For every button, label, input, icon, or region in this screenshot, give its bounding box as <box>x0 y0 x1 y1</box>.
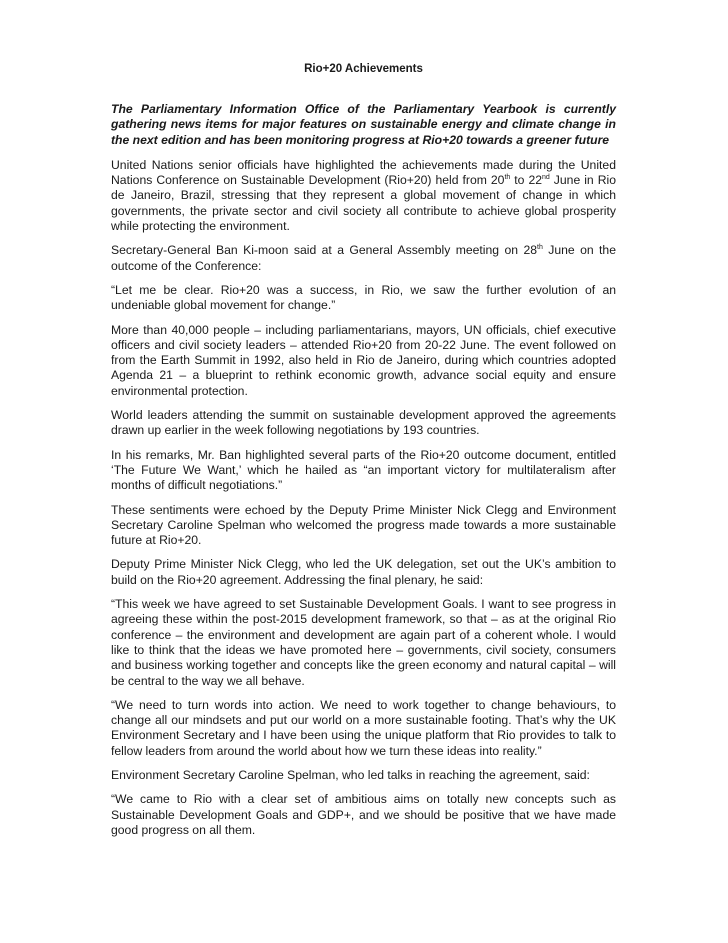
paragraph-1-sup-1: th <box>504 174 511 182</box>
lead-paragraph: The Parliamentary Information Office of the Parliamentary Yearbook is currently gathering news items for major features on sustainable energy and climate change in the next edition and has been monitoring progress at Rio+20 towards a greener future <box>111 102 616 147</box>
paragraph-3-quote: “Let me be clear. Rio+20 was a success, in Rio, we saw the further evolution of an undeniable global movement for change.” <box>111 282 616 313</box>
paragraph-8: Deputy Prime Minister Nick Clegg, who led the UK delegation, set out the UK’s ambition to build on the Rio+20 agreement. Addressing the final plenary, he said: <box>111 557 616 587</box>
paragraph-1-text-c: June in Rio de Janeiro, Brazil, stressing that they represent a global movement of change in which governments, the private sector and civil society all contribute to achieve global prosperity while protecting the environment. <box>111 173 616 234</box>
paragraph-11: Environment Secretary Caroline Spelman, who led talks in reaching the agreement, said: <box>111 767 590 782</box>
document-title: Rio+20 Achievements <box>304 63 423 75</box>
paragraph-1-text-b: to 22 <box>510 173 542 188</box>
paragraph-2-text-a: Secretary-General Ban Ki-moon said at a General Assembly meeting on 28 <box>111 243 537 258</box>
paragraph-6: In his remarks, Mr. Ban highlighted several parts of the Rio+20 outcome document, entitled ‘The Future We Want,’ which he hailed as “an important victory for multilateralism after months of difficult negotiations.” <box>111 447 616 493</box>
paragraph-10-quote: “We need to turn words into action. We need to work together to change behaviours, to change all our mindsets and put our world on a more sustainable footing. That’s why the UK Environment Secretary and I have been using the unique platform that Rio provides to talk to fellow leaders from around the world about how we turn these ideas into reality.” <box>111 697 616 758</box>
paragraph-5: World leaders attending the summit on sustainable development approved the agreements drawn up earlier in the week following negotiations by 193 countries. <box>111 408 616 438</box>
document-page <box>111 62 616 847</box>
paragraph-1-text-a: United Nations senior officials have highlighted the achievements made during the United Nations Conference on Sustainable Development (Rio+20) held from 20 <box>111 157 616 188</box>
paragraph-1 <box>111 158 616 234</box>
paragraph-2-sup: th <box>537 244 543 252</box>
paragraph-9-quote: “This week we have agreed to set Sustainable Development Goals. I want to see progress in agreeing these within the post-2015 development framework, so that – as at the original Rio conference – the environment and development are again part of a coherent whole. I would like to think that the ideas we have promoted here – governments, civil society, consumers and business working together and concepts like the green economy and natural capital – will be central to the way we all behave. <box>111 597 616 688</box>
paragraph-2 <box>111 243 616 274</box>
paragraph-4: More than 40,000 people – including parliamentarians, mayors, UN officials, chief executive officers and civil society leaders – attended Rio+20 from 20-22 June. The event followed on from the Earth Summit in 1992, also held in Rio de Janeiro, during which countries adopted Agenda 21 – a blueprint to rethink economic growth, advance social equity and ensure environmental protection. <box>111 322 616 398</box>
paragraph-7: These sentiments were echoed by the Deputy Prime Minister Nick Clegg and Environment Secretary Caroline Spelman who welcomed the progress made towards a more sustainable future at Rio+20. <box>111 502 616 548</box>
paragraph-2-text-b: June on the outcome of the Conference: <box>111 243 616 273</box>
paragraph-12-quote: “We came to Rio with a clear set of ambitious aims on totally new concepts such as Sustainable Development Goals and GDP+, and we should be positive that we have made good progress on all them. <box>111 792 616 837</box>
paragraph-1-sup-2: nd <box>542 174 550 182</box>
